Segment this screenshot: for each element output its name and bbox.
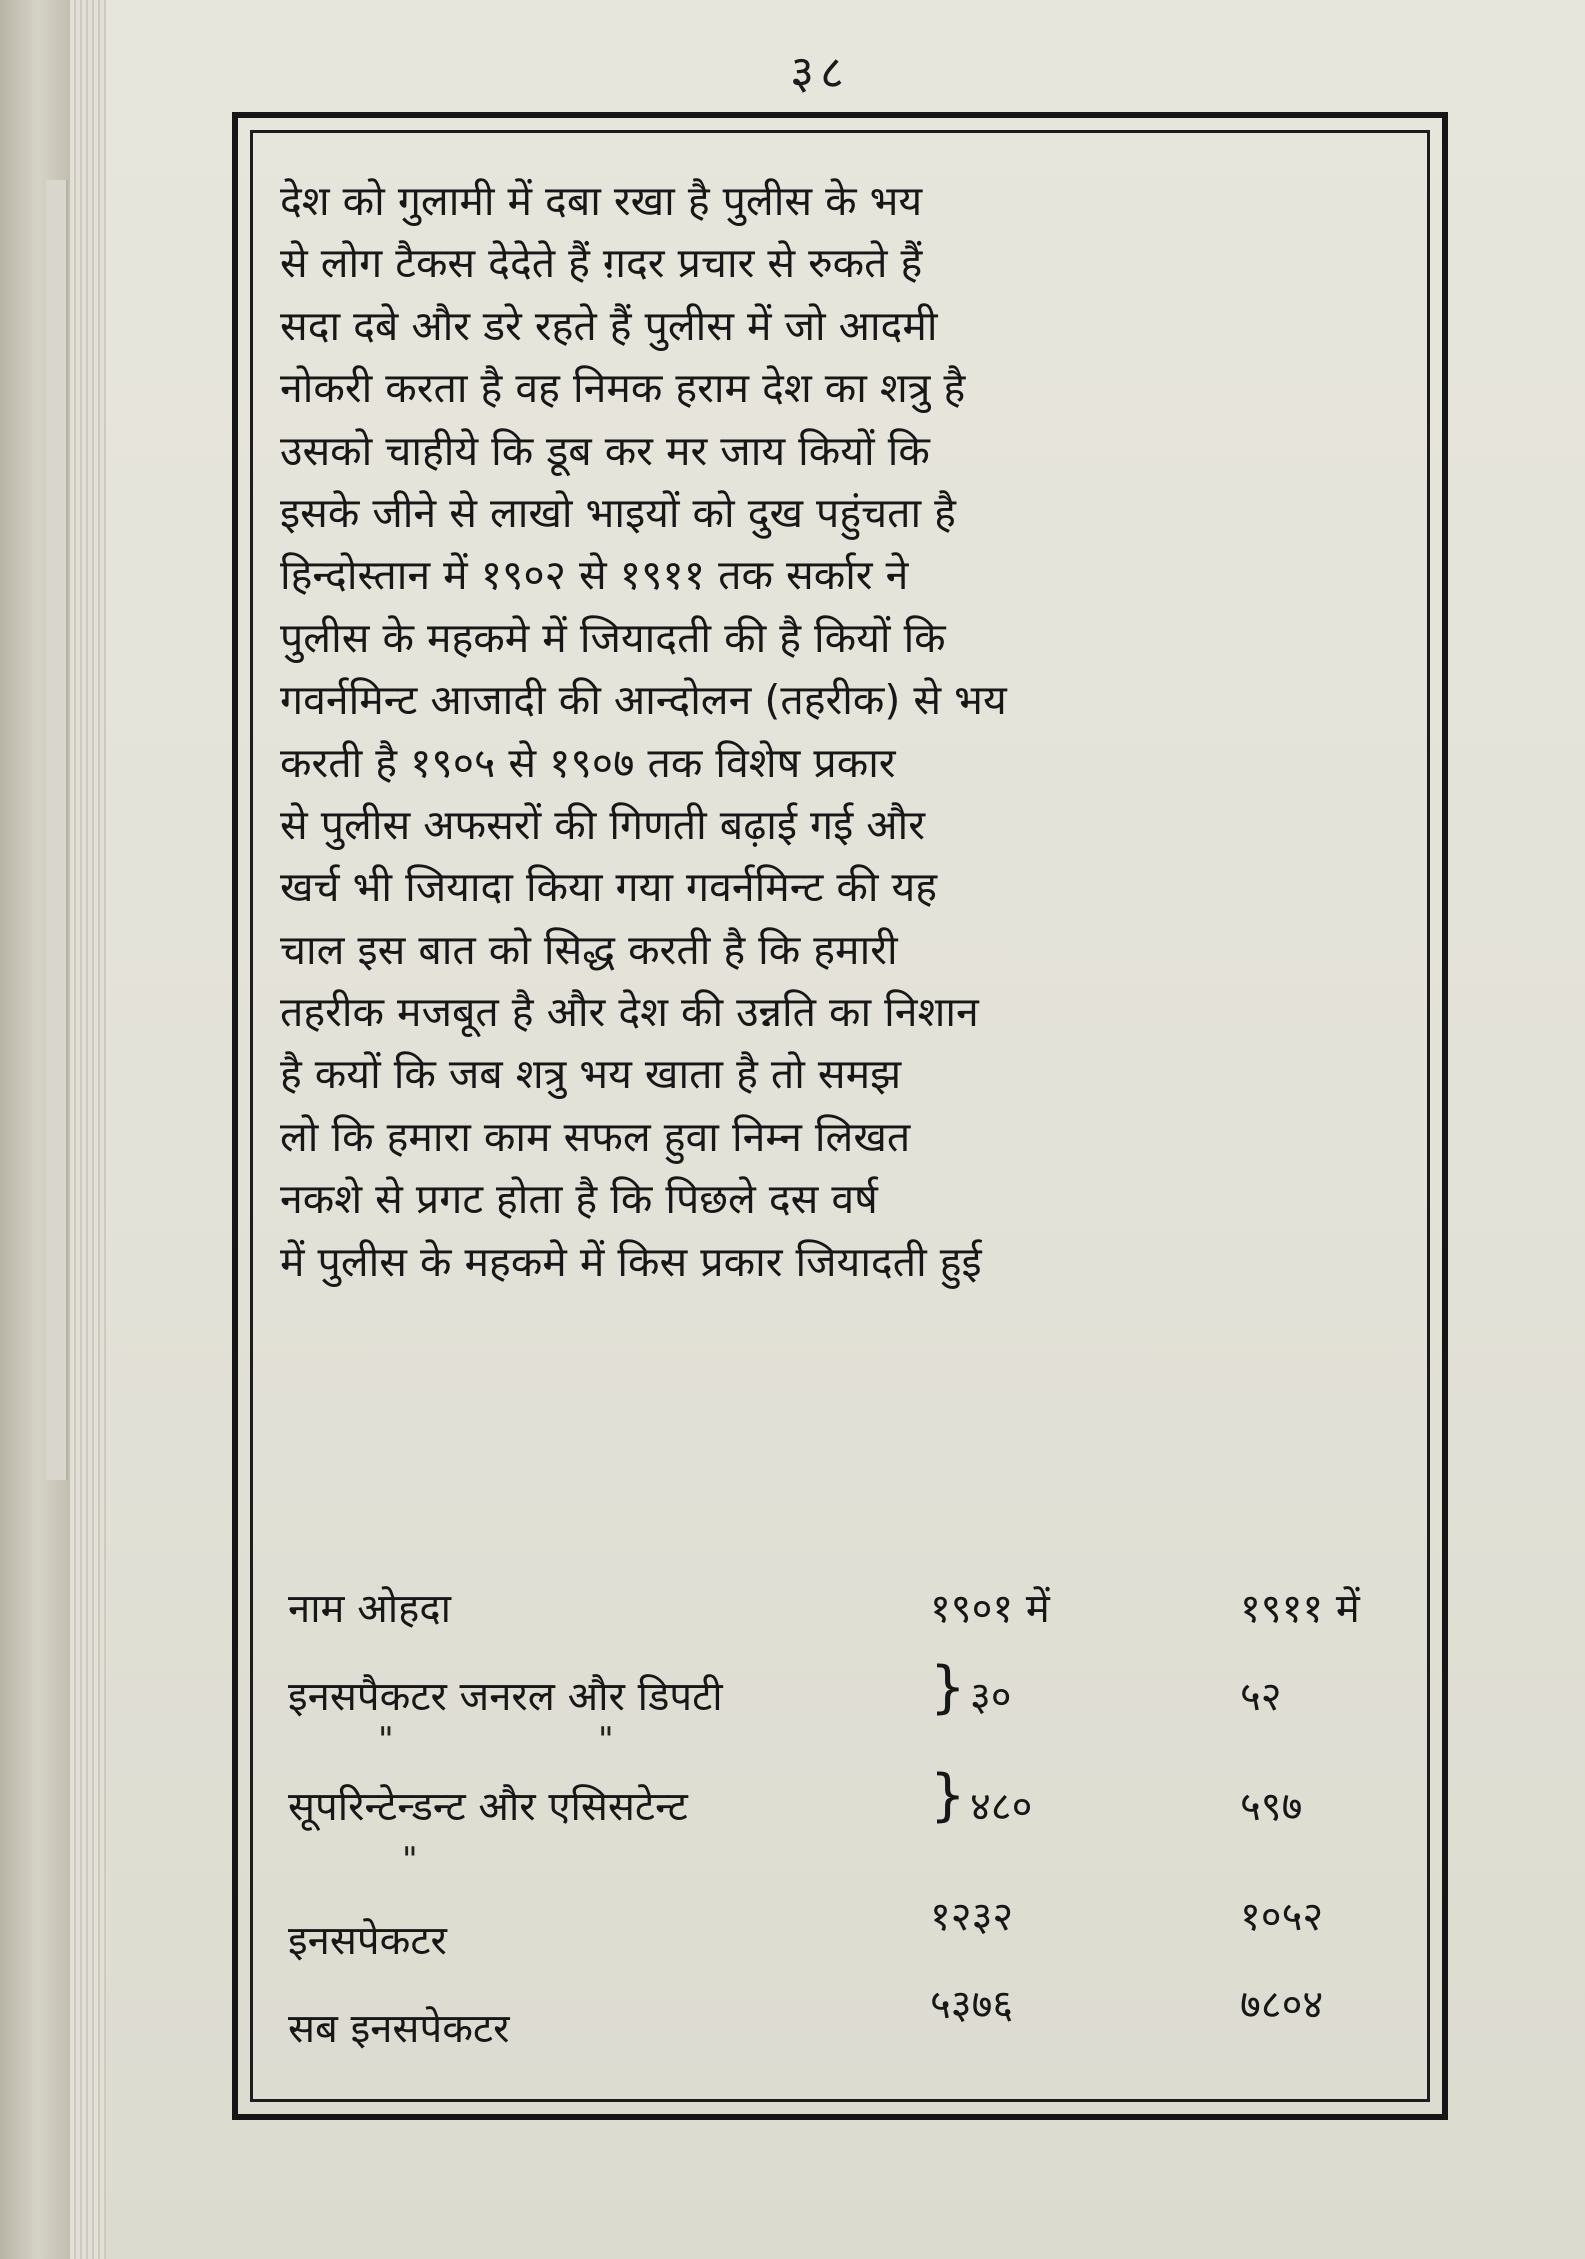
previous-page-leaf — [46, 180, 68, 1480]
table-cell-1901: ५३७६ — [930, 1982, 1014, 2028]
table-header-row — [280, 1565, 1420, 1653]
text-line: करती है १९०५ से १९०७ तक विशेष प्रकार — [280, 738, 896, 787]
text-line: सदा दबे और डरे रहते हैं पुलीस में जो आदमी — [280, 301, 938, 350]
table-header-name: नाम ओहदा — [288, 1586, 451, 1632]
text-line: चाल इस बात को सिद्ध करती है कि हमारी — [280, 925, 898, 974]
brace-mark: } — [930, 1655, 966, 1720]
table-cell-name: इनसपैकटर जनरल और डिपटी — [288, 1674, 723, 1720]
brace-mark: } — [930, 1763, 966, 1828]
text-line: खर्च भी जियादा किया गया गवर्नमिन्ट की यह — [280, 863, 938, 912]
table-row — [280, 1971, 1420, 2059]
text-line: हिन्दोस्तान में १९०२ से १९११ तक सर्कार ने — [280, 551, 909, 600]
table-cell-1911: ५९७ — [1240, 1784, 1303, 1830]
table-cell-1901: ४८० — [970, 1784, 1033, 1830]
handwritten-text-block — [280, 170, 1420, 1293]
table-cell-1911: १०५२ — [1240, 1894, 1324, 1940]
table-cell-name: सब इनसपेकटर — [288, 2006, 510, 2052]
ditto-mark: " — [598, 1720, 614, 1760]
text-line: नकशे से प्रगट होता है कि पिछले दस वर्ष — [280, 1175, 878, 1224]
text-line: पुलीस के महकमे में जियादती की है कियों कि — [280, 613, 946, 662]
table-header-1911: १९११ में — [1240, 1586, 1360, 1632]
ditto-mark: " — [402, 1840, 418, 1880]
text-line: है कयों कि जब शत्रु भय खाता है तो समझ — [280, 1050, 902, 1099]
table-cell-name: इनसपेकटर — [288, 1918, 447, 1964]
text-line: लो कि हमारा काम सफल हुवा निम्न लिखत — [280, 1112, 911, 1161]
police-staff-table — [280, 1565, 1420, 2059]
table-row — [280, 1861, 1420, 1971]
table-row — [280, 1653, 1420, 1741]
text-line: तहरीक मजबूत है और देश की उन्नति का निशान — [280, 988, 979, 1037]
table-cell-1901: १२३२ — [930, 1894, 1014, 1940]
table-cell-1911: ७८०४ — [1240, 1982, 1324, 2028]
text-line: नोकरी करता है वह निमक हराम देश का शत्रु है — [280, 364, 966, 413]
text-line: में पुलीस के महकमे में किस प्रकार जियादती हुई — [280, 1237, 982, 1286]
table-row — [280, 1741, 1420, 1861]
table-header-1901: १९०१ में — [930, 1586, 1050, 1632]
page-edges — [70, 0, 106, 2259]
table-cell-name: सूपरिन्टेन्डन्ट और एसिसटेन्ट — [288, 1784, 688, 1830]
text-line: इसके जीने से लाखो भाइयों को दुख पहुंचता है — [280, 488, 956, 537]
page-number: ३८ — [790, 45, 850, 99]
ditto-mark: " — [378, 1720, 394, 1760]
text-line: से लोग टैकस देदेते हैं ग़दर प्रचार से रुकते हैं — [280, 239, 923, 288]
text-line: उसको चाहीये कि डूब कर मर जाय कियों कि — [280, 426, 930, 475]
text-line: गवर्नमिन्ट आजादी की आन्दोलन (तहरीक) से भय — [280, 676, 1007, 725]
table-cell-1901: ३० — [970, 1674, 1012, 1720]
text-line: देश को गुलामी में दबा रखा है पुलीस के भय — [280, 177, 923, 225]
text-line: से पुलीस अफसरों की गिणती बढ़ाई गई और — [280, 800, 926, 849]
table-cell-1911: ५२ — [1240, 1674, 1282, 1720]
